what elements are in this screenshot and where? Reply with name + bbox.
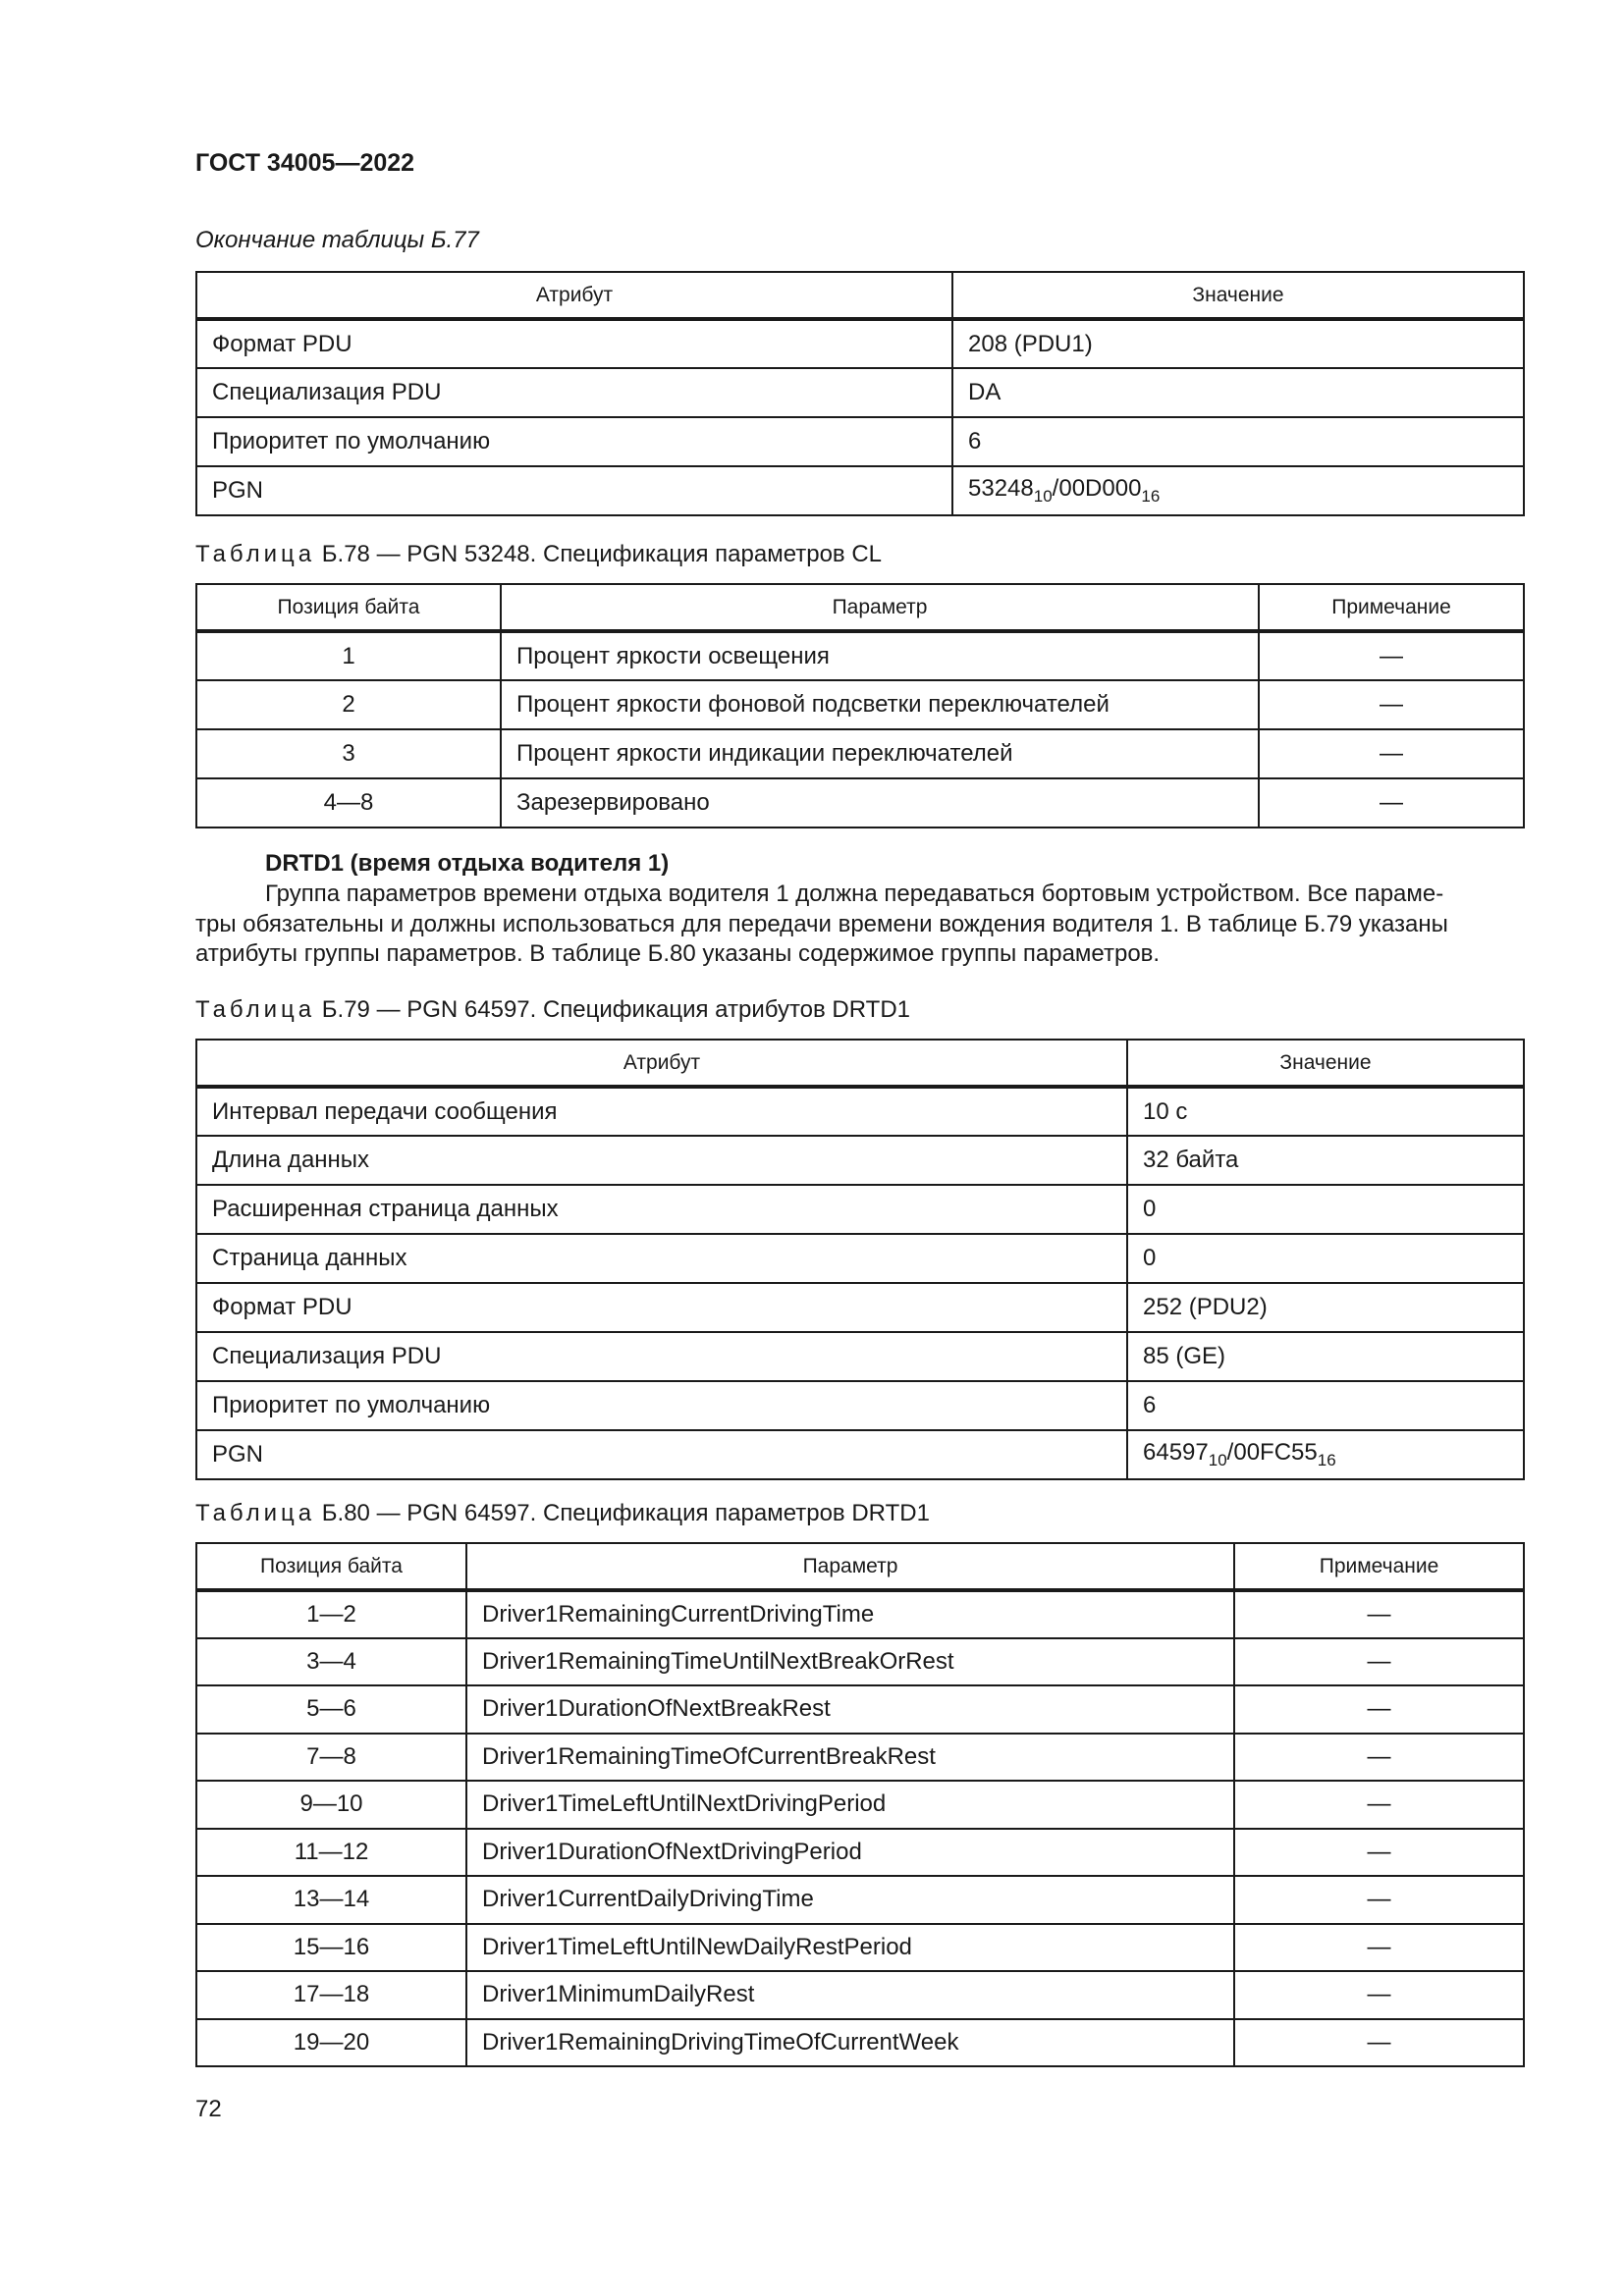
parameter-cell: Зарезервировано [501,778,1259,828]
table-row [196,1971,1524,2019]
paragraph-line: тры обязательны и должны использоваться для передачи времени вождения водителя 1. В таблице Б.79 указаны [195,910,1448,937]
parameter-cell: Driver1DurationOfNextDrivingPeriod [466,1829,1234,1877]
attribute-cell: Длина данных [196,1136,1127,1185]
column-header: Позиция байта [196,584,501,631]
pgn-hex: /00D000 [1052,475,1142,502]
note-cell: — [1259,631,1524,680]
table-b77 [195,271,1525,516]
note-cell: — [1234,1924,1524,1972]
value-cell: 85 (GE) [1127,1332,1524,1381]
caption-text: Б.80 — PGN 64597. Спецификация параметров DRTD1 [321,1500,930,1526]
note-cell: — [1259,729,1524,778]
table-row [196,1430,1524,1479]
parameter-cell: Driver1MinimumDailyRest [466,1971,1234,2019]
value-cell: 6 [952,417,1524,466]
attribute-cell: Специализация PDU [196,368,952,417]
table-row [196,2019,1524,2067]
table-row [196,1829,1524,1877]
note-cell: — [1234,1734,1524,1782]
pgn-decimal-base: 10 [1033,487,1053,506]
column-header: Параметр [501,584,1259,631]
table-row [196,1136,1524,1185]
attribute-cell: Формат PDU [196,1283,1127,1332]
column-header: Примечание [1234,1543,1524,1590]
paragraph-line: Группа параметров времени отдыха водителя 1 должна передаваться бортовым устройством. Все параме- [265,881,1444,907]
table-row [196,1332,1524,1381]
caption-text: Б.79 — PGN 64597. Спецификация атрибутов DRTD1 [321,996,910,1023]
standard-header: ГОСТ 34005—2022 [195,149,415,177]
table-row [196,1638,1524,1686]
note-cell: — [1234,1781,1524,1829]
pgn-hex: /00FC55 [1226,1439,1318,1466]
pgn-hex-base: 16 [1141,487,1161,506]
attribute-cell: Приоритет по умолчанию [196,417,952,466]
table-row [196,1381,1524,1430]
byte-position-cell: 3 [196,729,501,778]
byte-position-cell: 3—4 [196,1638,466,1686]
byte-position-cell: 7—8 [196,1734,466,1782]
column-header: Примечание [1259,584,1524,631]
byte-position-cell: 2 [196,680,501,729]
column-header: Позиция байта [196,1543,466,1590]
note-cell: — [1234,1971,1524,2019]
note-cell: — [1259,680,1524,729]
table-header-row [196,1040,1524,1087]
parameter-cell: Driver1RemainingTimeUntilNextBreakOrRest [466,1638,1234,1686]
note-cell: — [1234,2019,1524,2067]
parameter-cell: Driver1RemainingCurrentDrivingTime [466,1590,1234,1638]
table-row [196,1087,1524,1136]
parameter-cell: Driver1TimeLeftUntilNewDailyRestPeriod [466,1924,1234,1972]
table-b79 [195,1039,1525,1480]
table-row [196,1283,1524,1332]
table-header-row [196,272,1524,319]
caption-prefix: Таблица [195,996,316,1023]
section-paragraph [195,880,1523,970]
table-row [196,1924,1524,1972]
column-header: Атрибут [196,1040,1127,1087]
attribute-cell: Формат PDU [196,319,952,368]
attribute-cell: Интервал передачи сообщения [196,1087,1127,1136]
paragraph-line: атрибуты группы параметров. В таблице Б.80 указаны содержимое группы параметров. [195,940,1161,967]
table-row [196,1185,1524,1234]
byte-position-cell: 1 [196,631,501,680]
attribute-cell: Страница данных [196,1234,1127,1283]
value-cell: 0 [1127,1185,1524,1234]
table-row [196,680,1524,729]
byte-position-cell: 11—12 [196,1829,466,1877]
table-row [196,1781,1524,1829]
table-row [196,466,1524,515]
table-b80 [195,1542,1525,2067]
value-cell: 6 [1127,1381,1524,1430]
table-row [196,417,1524,466]
value-cell: 10 с [1127,1087,1524,1136]
byte-position-cell: 13—14 [196,1876,466,1924]
parameter-cell: Driver1TimeLeftUntilNextDrivingPeriod [466,1781,1234,1829]
table-b78 [195,583,1525,828]
value-cell: 0 [1127,1234,1524,1283]
note-cell: — [1234,1638,1524,1686]
attribute-cell: PGN [196,1430,1127,1479]
byte-position-cell: 15—16 [196,1924,466,1972]
caption-prefix: Таблица [195,541,316,567]
note-cell: — [1234,1685,1524,1734]
table-b80-caption [195,1500,930,1527]
pgn-decimal: 53248 [968,475,1034,502]
table-row [196,631,1524,680]
note-cell: — [1234,1590,1524,1638]
column-header: Значение [1127,1040,1524,1087]
table-row [196,1234,1524,1283]
note-cell: — [1234,1829,1524,1877]
parameter-cell: Driver1RemainingTimeOfCurrentBreakRest [466,1734,1234,1782]
section-title: DRTD1 (время отдыха водителя 1) [265,850,670,877]
pgn-decimal: 64597 [1143,1439,1209,1466]
attribute-cell: Расширенная страница данных [196,1185,1127,1234]
column-header: Значение [952,272,1524,319]
byte-position-cell: 9—10 [196,1781,466,1829]
parameter-cell: Driver1CurrentDailyDrivingTime [466,1876,1234,1924]
byte-position-cell: 17—18 [196,1971,466,2019]
table-b78-caption [195,541,882,568]
table-row [196,729,1524,778]
parameter-cell: Driver1DurationOfNextBreakRest [466,1685,1234,1734]
byte-position-cell: 1—2 [196,1590,466,1638]
table-row [196,368,1524,417]
table-header-row [196,1543,1524,1590]
note-cell: — [1234,1876,1524,1924]
table-row [196,778,1524,828]
table-row [196,1685,1524,1734]
pgn-value-cell [1127,1430,1524,1479]
parameter-cell: Процент яркости индикации переключателей [501,729,1259,778]
caption-prefix: Таблица [195,1500,316,1526]
byte-position-cell: 5—6 [196,1685,466,1734]
attribute-cell: PGN [196,466,952,515]
column-header: Атрибут [196,272,952,319]
value-cell: 252 (PDU2) [1127,1283,1524,1332]
value-cell: 208 (PDU1) [952,319,1524,368]
byte-position-cell: 4—8 [196,778,501,828]
attribute-cell: Специализация PDU [196,1332,1127,1381]
value-cell: DA [952,368,1524,417]
byte-position-cell: 19—20 [196,2019,466,2067]
table-row [196,1734,1524,1782]
page-number: 72 [195,2096,222,2122]
pgn-decimal-base: 10 [1208,1451,1227,1469]
table-row [196,319,1524,368]
attribute-cell: Приоритет по умолчанию [196,1381,1127,1430]
value-cell: 32 байта [1127,1136,1524,1185]
pgn-value-cell [952,466,1524,515]
parameter-cell: Процент яркости освещения [501,631,1259,680]
caption-text: Б.78 — PGN 53248. Спецификация параметров CL [321,541,883,567]
table-b79-caption [195,996,910,1024]
table-b77-caption: Окончание таблицы Б.77 [195,227,479,253]
table-header-row [196,584,1524,631]
table-row [196,1876,1524,1924]
note-cell: — [1259,778,1524,828]
parameter-cell: Процент яркости фоновой подсветки переключателей [501,680,1259,729]
pgn-hex-base: 16 [1317,1451,1336,1469]
table-row [196,1590,1524,1638]
column-header: Параметр [466,1543,1234,1590]
parameter-cell: Driver1RemainingDrivingTimeOfCurrentWeek [466,2019,1234,2067]
